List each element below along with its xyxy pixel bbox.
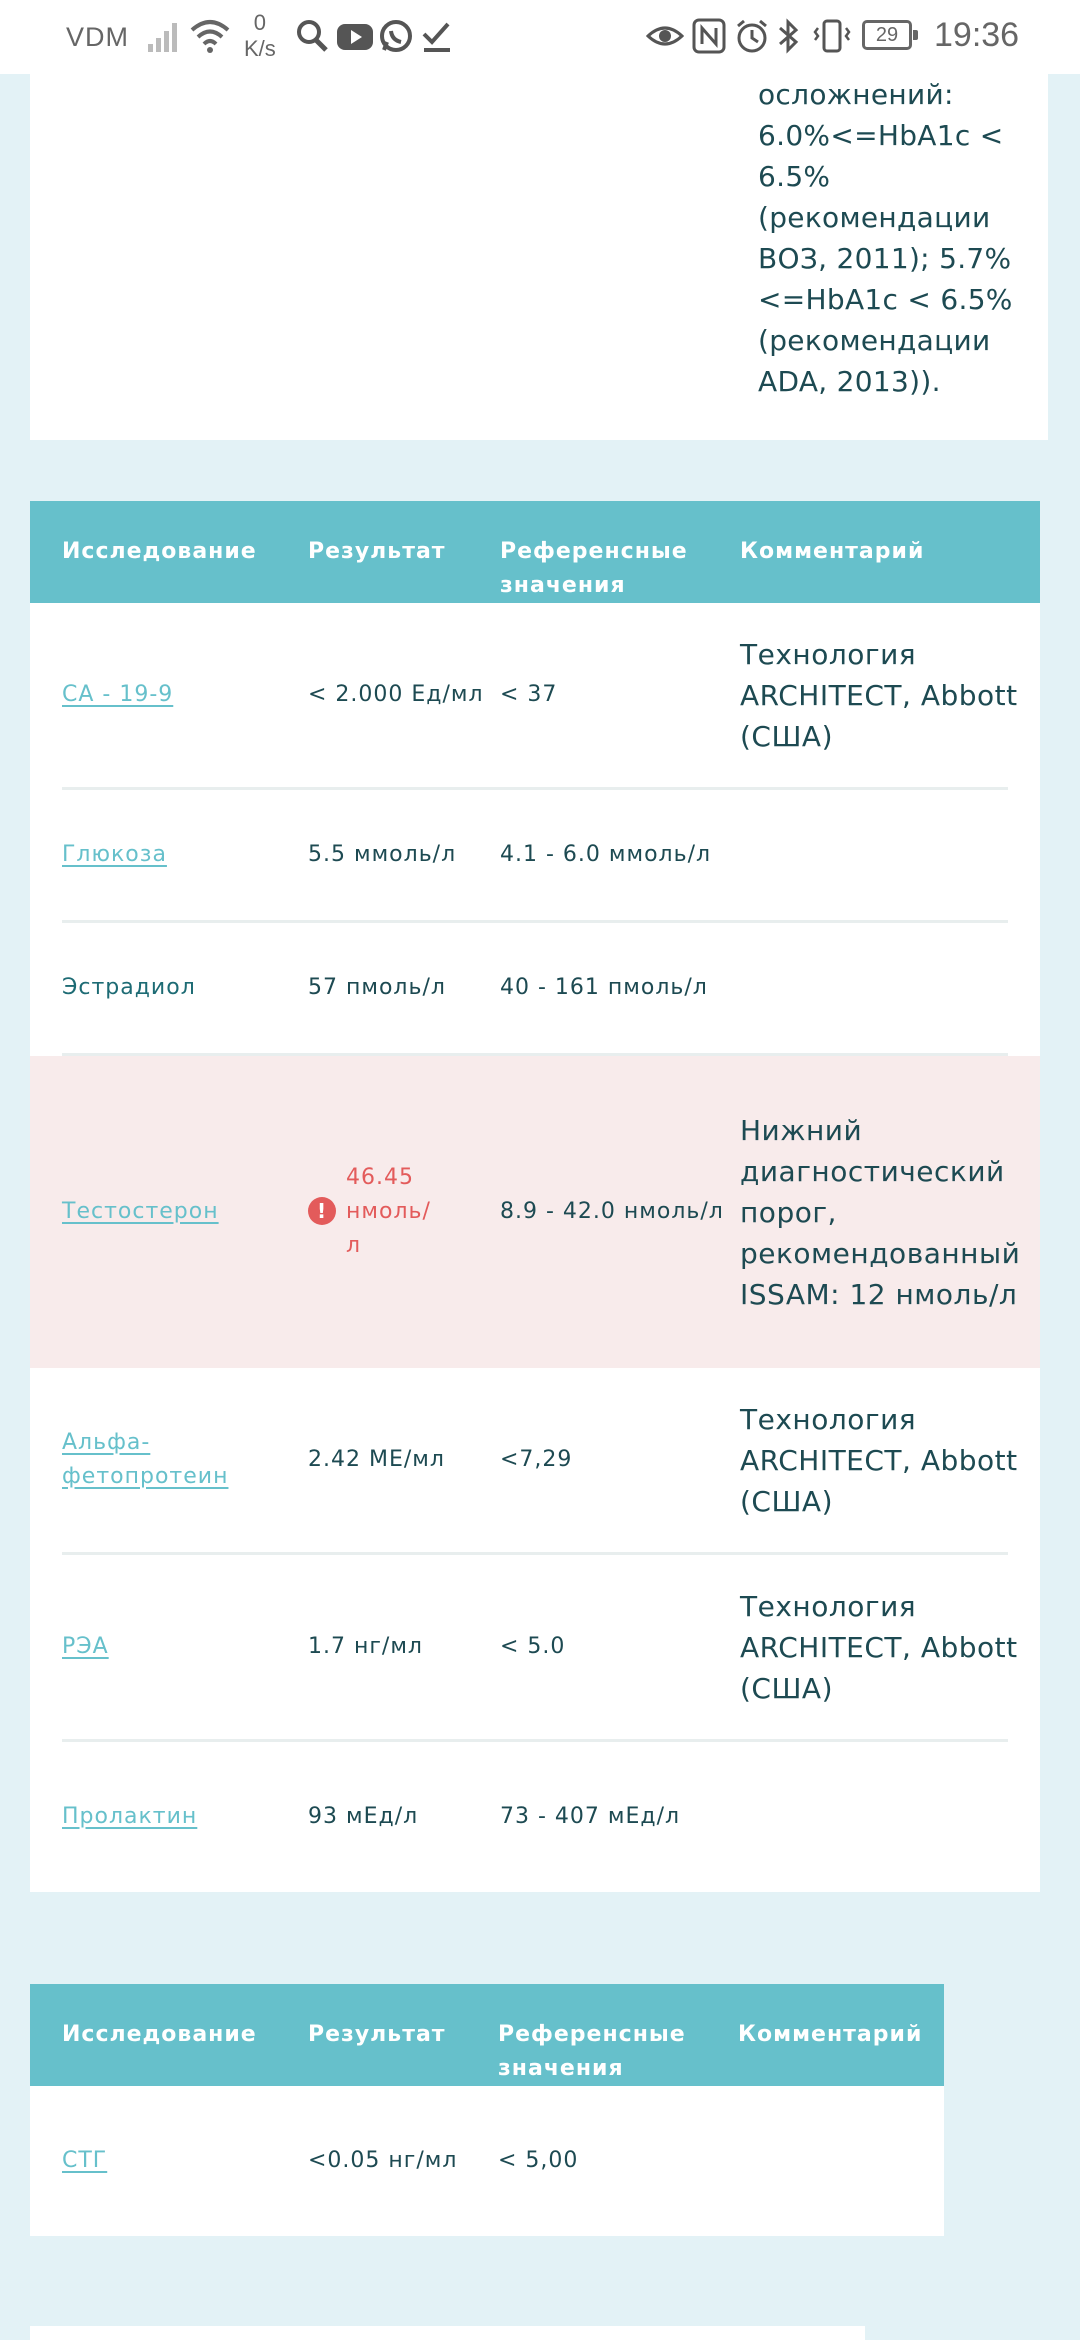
header-comment: Комментарий bbox=[740, 501, 1040, 603]
lab-results-table-2 bbox=[30, 1984, 944, 2236]
study-link-stg[interactable]: СТГ bbox=[62, 2148, 108, 2173]
network-speed bbox=[244, 10, 276, 62]
result-value: 57 пмоль/л bbox=[308, 975, 446, 1000]
header-study: Исследование bbox=[30, 1984, 308, 2086]
table-header-row bbox=[30, 1984, 944, 2086]
header-reference: Референсные значения bbox=[498, 1984, 738, 2086]
reference-value: <7,29 bbox=[500, 1447, 573, 1472]
table-row bbox=[30, 790, 1040, 920]
table-row bbox=[30, 923, 1040, 1053]
network-speed-value: 0 bbox=[253, 10, 267, 35]
whatsapp-icon bbox=[378, 18, 414, 59]
status-bar bbox=[0, 0, 1080, 74]
reference-value: < 37 bbox=[500, 682, 558, 707]
youtube-icon bbox=[336, 18, 374, 59]
study-link-testosterone[interactable]: Тестостерон bbox=[62, 1199, 219, 1224]
reference-value: 40 - 161 пмоль/л bbox=[500, 975, 708, 1000]
reference-value: 8.9 - 42.0 нмоль/л bbox=[500, 1056, 740, 1368]
study-name-estradiol: Эстрадиол bbox=[62, 975, 196, 1000]
result-value: 1.7 нг/мл bbox=[308, 1634, 423, 1659]
carrier-label: VDM bbox=[66, 22, 129, 52]
table-row bbox=[30, 1368, 1040, 1552]
comment-text: Технология ARCHITECT, Abbott (США) bbox=[740, 1402, 1018, 1518]
check-icon bbox=[420, 18, 454, 59]
comment-text bbox=[738, 2086, 944, 2236]
bluetooth-icon bbox=[776, 18, 802, 59]
battery-icon bbox=[862, 20, 912, 50]
comment-text bbox=[740, 1742, 1040, 1892]
result-value: 2.42 МЕ/мл bbox=[308, 1447, 445, 1472]
vibrate-icon bbox=[812, 18, 852, 59]
previous-table-tail bbox=[30, 74, 1048, 440]
hba1c-comment: осложнений: 6.0%<=HbA1c < 6.5% (рекомендации ВОЗ, 2011); 5.7% <=HbA1c < 6.5% (рекомендации ADA, 2013)). bbox=[758, 78, 1013, 398]
reference-value: 4.1 - 6.0 ммоль/л bbox=[500, 842, 712, 867]
result-value-alert: 46.45 нмоль/л bbox=[346, 1165, 431, 1258]
table-row bbox=[30, 2086, 944, 2236]
header-reference: Референсные значения bbox=[500, 501, 740, 603]
result-value: 5.5 ммоль/л bbox=[308, 842, 457, 867]
header-result: Результат bbox=[308, 1984, 498, 2086]
nfc-icon bbox=[692, 18, 726, 59]
header-result: Результат bbox=[308, 501, 500, 603]
result-value: 93 мЕд/л bbox=[308, 1804, 419, 1829]
comment-text: Технология ARCHITECT, Abbott (США) bbox=[740, 1589, 1018, 1705]
reference-value: < 5,00 bbox=[498, 2148, 579, 2173]
battery-level: 29 bbox=[875, 24, 899, 46]
signal-icon bbox=[148, 18, 182, 59]
lab-results-table bbox=[30, 501, 1040, 1892]
search-icon bbox=[296, 18, 330, 59]
clock: 19:36 bbox=[934, 16, 1020, 54]
comment-text: Технология ARCHITECT, Abbott (США) bbox=[740, 637, 1018, 753]
result-value: < 2.000 Ед/мл bbox=[308, 682, 484, 707]
study-link-cea[interactable]: РЭА bbox=[62, 1634, 109, 1659]
study-link-ca199[interactable]: CA - 19-9 bbox=[62, 682, 174, 707]
table-header-row bbox=[30, 501, 1040, 603]
header-comment: Комментарий bbox=[738, 1984, 944, 2086]
header-study: Исследование bbox=[30, 501, 308, 603]
study-link-afp[interactable]: Альфа-фетопротеин bbox=[62, 1430, 229, 1489]
comment-text: Нижний диагностический порог, рекомендованный ISSAM: 12 нмоль/л bbox=[740, 1056, 1040, 1368]
table-row-out-of-range bbox=[30, 1056, 1040, 1368]
table-row bbox=[30, 1555, 1040, 1739]
wifi-icon bbox=[190, 18, 230, 59]
reference-value: < 5.0 bbox=[500, 1634, 566, 1659]
study-link-prolactin[interactable]: Пролактин bbox=[62, 1804, 198, 1829]
comment-text bbox=[740, 923, 1040, 1053]
table-row bbox=[30, 603, 1040, 787]
alarm-icon bbox=[734, 18, 770, 59]
reference-value: 73 - 407 мЕд/л bbox=[500, 1804, 681, 1829]
comment-text bbox=[740, 790, 1040, 920]
eye-icon bbox=[646, 18, 684, 59]
study-link-glucose[interactable]: Глюкоза bbox=[62, 842, 167, 867]
warning-icon: ! bbox=[308, 1197, 336, 1225]
table-row bbox=[30, 1742, 1040, 1892]
network-speed-unit: K/s bbox=[244, 36, 276, 61]
result-value: <0.05 нг/мл bbox=[308, 2148, 458, 2173]
next-card-edge bbox=[30, 2326, 865, 2340]
